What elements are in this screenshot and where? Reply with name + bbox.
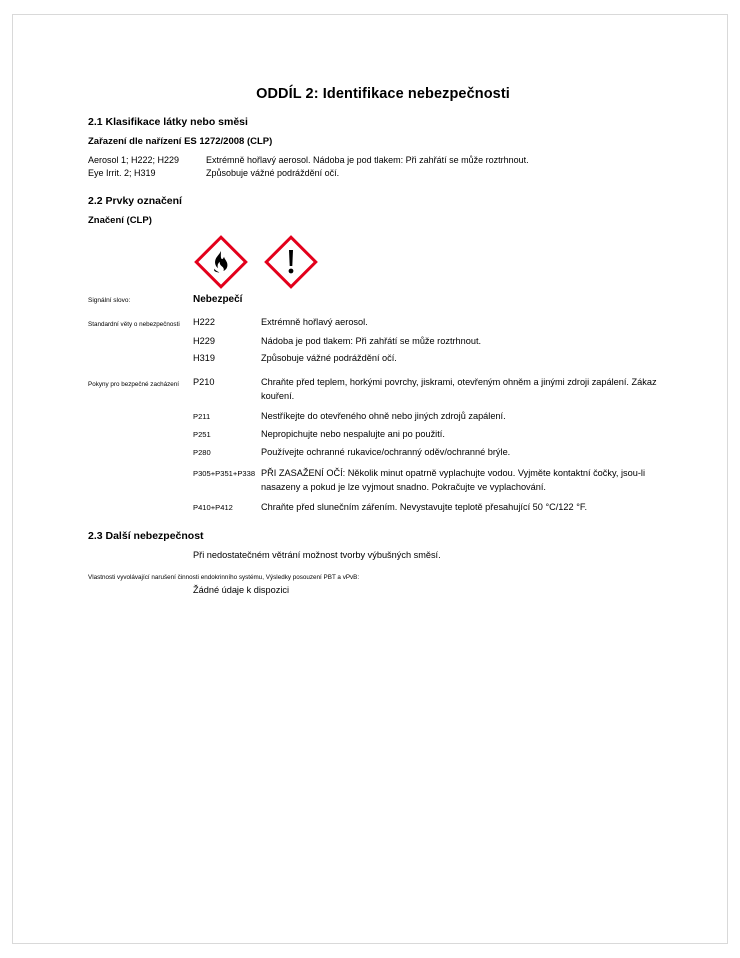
- hazard-statement-row: [88, 351, 678, 365]
- precautionary-text: Používejte ochranné rukavice/ochranný oděv/ochranné brýle.: [261, 447, 511, 457]
- flame-pictogram: [193, 234, 249, 290]
- precautionary-text: Chraňte před slunečním zářením. Nevystavujte teplotě přesahující 50 °C/122 °F.: [261, 502, 588, 512]
- spacer-label: [88, 334, 193, 348]
- precautionary-text: Chraňte před teplem, horkými povrchy, jiskrami, otevřeným ohněm a jinými zdroji zapálení. Zákaz kouření.: [261, 377, 657, 401]
- hazard-text: Nádoba je pod tlakem: Při zahřátí se může roztrhnout.: [261, 336, 482, 346]
- section-2-3-no-data: Žádné údaje k dispozici: [193, 585, 290, 595]
- precautionary-code: P211: [193, 412, 211, 421]
- precautionary-statement-row: [88, 500, 678, 515]
- classification-code: Eye Irrit. 2; H319: [88, 167, 156, 178]
- hazard-code: H229: [193, 336, 215, 346]
- hazard-code: H222: [193, 317, 215, 327]
- exclamation-icon: [263, 234, 319, 290]
- precautionary-statement-row: [88, 409, 678, 424]
- classification-row: [88, 167, 678, 180]
- precautionary-statements-block: [88, 375, 678, 515]
- signal-word-value: Nebezpečí: [193, 294, 243, 305]
- precautionary-text: Nepropichujte nebo nespalujte ani po použití.: [261, 429, 445, 439]
- spacer-label: [88, 466, 193, 494]
- page-title: ODDÍL 2: Identifikace nebezpečnosti: [256, 86, 510, 102]
- precautionary-statement-row: [88, 427, 678, 442]
- hazard-statements-label: Standardní věty o nebezpečnosti: [88, 321, 180, 328]
- spacer-label: [88, 409, 193, 424]
- flame-icon: [193, 234, 249, 290]
- precautionary-statements-label: Pokyny pro bezpečné zacházení: [88, 381, 180, 388]
- section-2-3-text: Při nedostatečném větrání možnost tvorby výbušných směsí.: [193, 550, 441, 560]
- precautionary-statement-row: [88, 445, 678, 460]
- precautionary-code: P210: [193, 377, 215, 387]
- document-content: [88, 86, 678, 595]
- section-2-2-subheading: Značení (CLP): [88, 215, 152, 226]
- spacer-label: [88, 427, 193, 442]
- classification-text: Způsobuje vážné podráždění očí.: [206, 167, 340, 178]
- hazard-statement-row: [88, 334, 678, 348]
- hazard-text: Extrémně hořlavý aerosol.: [261, 317, 368, 327]
- hazard-text: Způsobuje vážné podráždění očí.: [261, 353, 397, 363]
- hazard-statement-row: [88, 315, 678, 331]
- spacer-label: [88, 351, 193, 365]
- hazard-statements-block: [88, 315, 678, 365]
- classification-code: Aerosol 1; H222; H229: [88, 155, 180, 165]
- precautionary-code: P305+P351+P338: [193, 469, 256, 478]
- precautionary-statement-row: [88, 466, 678, 494]
- section-2-2-heading: 2.2 Prvky označení: [88, 195, 182, 207]
- precautionary-code: P280: [193, 448, 211, 457]
- section-2-3-note: Vlastnosti vyvolávající narušení činnosti endokrinního systému, Výsledky posouzení PBT a vPvB:: [88, 574, 360, 581]
- section-2-1-subheading: Zařazení dle nařízení ES 1272/2008 (CLP): [88, 136, 273, 147]
- precautionary-text: Nestříkejte do otevřeného ohně nebo jiných zdrojů zapálení.: [261, 411, 506, 421]
- exclamation-pictogram: [263, 234, 319, 290]
- precautionary-code: P410+P412: [193, 503, 233, 512]
- signal-word-row: [88, 294, 678, 305]
- precautionary-code: P251: [193, 430, 211, 439]
- section-2-3-heading: 2.3 Další nebezpečnost: [88, 530, 204, 542]
- precautionary-text: PŘI ZASAŽENÍ OČÍ: Několik minut opatrně vyplachujte vodou. Vyjměte kontaktní čočky, jsou-li nasazeny a pokud je lze vyjmout snadno. Pokračujte ve vyplachování.: [261, 468, 645, 492]
- precautionary-statement-row: [88, 375, 678, 403]
- pictogram-group: [88, 234, 678, 290]
- section-2-1-heading: 2.1 Klasifikace látky nebo směsi: [88, 116, 248, 128]
- hazard-code: H319: [193, 353, 215, 363]
- classification-row: [88, 154, 678, 167]
- spacer-label: [88, 500, 193, 515]
- signal-word-label: Signální slovo:: [88, 297, 131, 304]
- spacer-label: [88, 445, 193, 460]
- classification-text: Extrémně hořlavý aerosol. Nádoba je pod tlakem: Při zahřátí se může roztrhnout.: [206, 155, 529, 165]
